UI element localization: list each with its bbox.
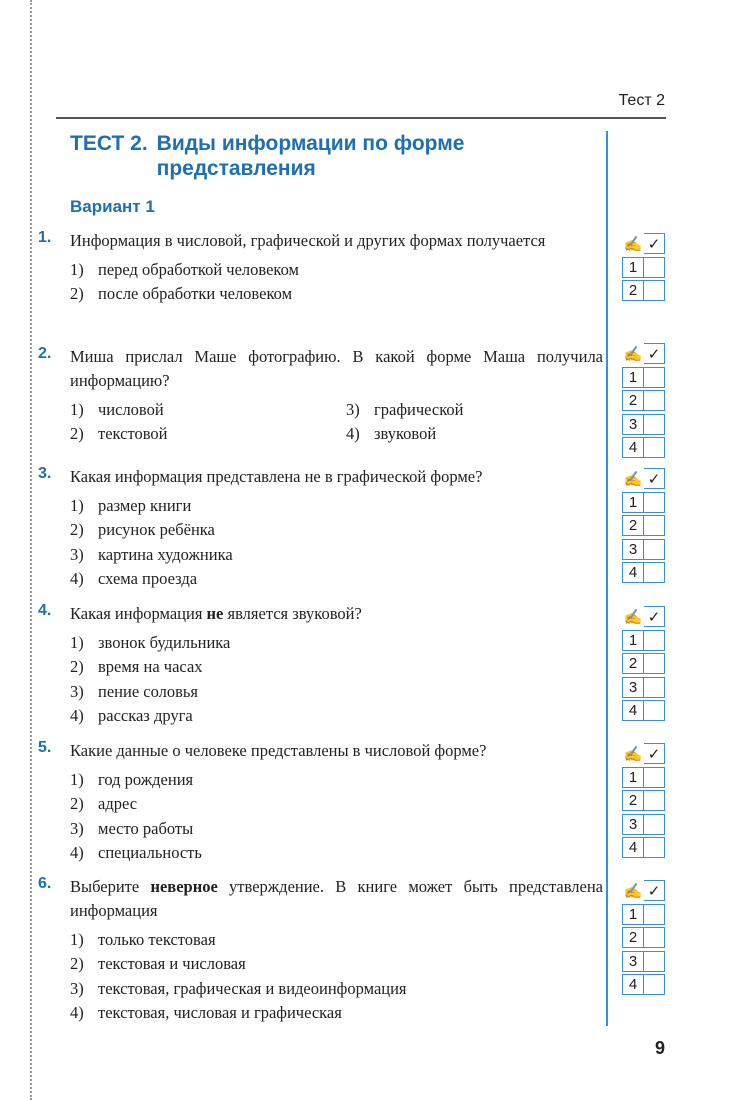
answer-box[interactable] <box>644 974 665 995</box>
answer-number: 1 <box>622 367 644 388</box>
answer-box[interactable] <box>644 677 665 698</box>
answer-number: 2 <box>622 390 644 411</box>
pencil-icon: ✍ <box>623 345 643 363</box>
check-icon: ✓ <box>644 343 665 364</box>
option: 3) место работы <box>70 818 194 838</box>
option: 3) графической <box>346 400 464 419</box>
answer-box[interactable] <box>644 280 665 301</box>
question-text: Какая информация представлена не в графической форме? <box>70 467 483 486</box>
options <box>70 631 603 728</box>
answer-number: 1 <box>622 904 644 925</box>
answer-box[interactable] <box>644 539 665 560</box>
answer-number: 4 <box>622 562 644 583</box>
page-number: 9 <box>654 1038 665 1058</box>
option: 2) рисунок ребёнка <box>70 520 215 540</box>
pencil-icon: ✍ <box>623 608 643 626</box>
question-number: 2. <box>38 345 52 362</box>
variant-heading: Вариант 1 <box>70 197 155 216</box>
question-text: Какие данные о человеке представлены в числовой форме? <box>70 741 487 760</box>
answer-box[interactable] <box>644 390 665 411</box>
answer-number: 3 <box>622 539 644 560</box>
question-number: 6. <box>38 875 52 892</box>
answer-grid-6 <box>622 880 665 998</box>
header-rule <box>56 117 666 119</box>
option: 1) только текстовая <box>70 930 216 949</box>
question-text: Информация в числовой, графической и других формах получается <box>70 231 546 250</box>
running-head: Тест 2 <box>618 92 665 109</box>
answer-grid-3 <box>622 468 665 586</box>
answer-number: 2 <box>622 790 644 811</box>
answer-box[interactable] <box>644 653 665 674</box>
answer-grid-2 <box>622 343 665 461</box>
option: 2) адрес <box>70 794 138 814</box>
answer-box[interactable] <box>644 767 665 788</box>
question-number: 5. <box>38 739 52 756</box>
option: 2) текстовой <box>70 424 168 444</box>
option: 1) размер книги <box>70 496 192 515</box>
question-number: 1. <box>38 229 52 246</box>
answer-number: 4 <box>622 437 644 458</box>
cut-line <box>30 0 32 1100</box>
question-3 <box>38 465 603 591</box>
options <box>70 258 603 307</box>
question-4 <box>38 602 603 728</box>
question-2 <box>38 345 603 447</box>
answer-box[interactable] <box>644 367 665 388</box>
option: 4) звуковой <box>346 424 437 444</box>
answer-box[interactable] <box>644 437 665 458</box>
question-1 <box>38 229 603 307</box>
pencil-icon: ✍ <box>623 235 643 253</box>
option: 2) время на часах <box>70 657 203 677</box>
answer-box[interactable] <box>644 562 665 583</box>
answer-number: 2 <box>622 653 644 674</box>
options <box>70 494 603 591</box>
answer-number: 1 <box>622 767 644 788</box>
test-title-text: Виды информации по форме представления <box>156 132 465 180</box>
answer-column-rule <box>606 131 608 1026</box>
question-text: Выберите неверное утверждение. В книге может быть представлена информация <box>70 877 603 920</box>
answer-number: 3 <box>622 951 644 972</box>
answer-number: 4 <box>622 837 644 858</box>
question-text: Миша прислал Маше фотографию. В какой форме Маша получила информацию? <box>70 347 603 390</box>
answer-box[interactable] <box>644 904 665 925</box>
answer-box[interactable] <box>644 927 665 948</box>
answer-box[interactable] <box>644 837 665 858</box>
answer-box[interactable] <box>644 257 665 278</box>
answer-number: 1 <box>622 630 644 651</box>
option: 1) перед обработкой человеком <box>70 260 299 279</box>
test-title <box>70 131 464 181</box>
options <box>70 398 603 447</box>
question-number: 3. <box>38 465 52 482</box>
option: 3) картина художника <box>70 544 233 564</box>
option: 1) звонок будильника <box>70 633 231 652</box>
options <box>70 768 603 865</box>
option: 3) пение соловья <box>70 681 199 701</box>
answer-box[interactable] <box>644 951 665 972</box>
answer-number: 4 <box>622 700 644 721</box>
answer-box[interactable] <box>644 790 665 811</box>
question-6 <box>38 875 603 1025</box>
answer-box[interactable] <box>644 515 665 536</box>
check-icon: ✓ <box>644 606 665 627</box>
option: 1) год рождения <box>70 770 194 789</box>
answer-number: 2 <box>622 927 644 948</box>
answer-box[interactable] <box>644 492 665 513</box>
option: 4) схема проезда <box>70 568 198 588</box>
answer-grid-4 <box>622 606 665 724</box>
answer-grid-5 <box>622 743 665 861</box>
answer-number: 3 <box>622 814 644 835</box>
answer-box[interactable] <box>644 814 665 835</box>
options <box>70 928 603 1025</box>
pencil-icon: ✍ <box>623 470 643 488</box>
option: 1) числовой <box>70 400 164 419</box>
question-5 <box>38 739 603 865</box>
answer-number: 4 <box>622 974 644 995</box>
answer-number: 2 <box>622 515 644 536</box>
check-icon: ✓ <box>644 880 665 901</box>
answer-box[interactable] <box>644 414 665 435</box>
option: 2) после обработки человеком <box>70 284 293 304</box>
pencil-icon: ✍ <box>623 882 643 900</box>
test-number: ТЕСТ 2. <box>70 132 148 155</box>
question-text: Какая информация не является звуковой? <box>70 604 362 623</box>
option: 4) рассказ друга <box>70 705 193 725</box>
answer-number: 2 <box>622 280 644 301</box>
option: 4) специальность <box>70 842 202 862</box>
answer-grid-1 <box>622 233 665 304</box>
question-number: 4. <box>38 602 52 619</box>
option: 3) текстовая, графическая и видеоинформация <box>70 978 407 998</box>
option: 4) текстовая, числовая и графическая <box>70 1002 342 1022</box>
answer-box[interactable] <box>644 630 665 651</box>
answer-number: 3 <box>622 677 644 698</box>
option: 2) текстовая и числовая <box>70 954 246 974</box>
check-icon: ✓ <box>644 233 665 254</box>
check-icon: ✓ <box>644 468 665 489</box>
answer-number: 3 <box>622 414 644 435</box>
answer-number: 1 <box>622 257 644 278</box>
answer-number: 1 <box>622 492 644 513</box>
pencil-icon: ✍ <box>623 745 643 763</box>
answer-box[interactable] <box>644 700 665 721</box>
check-icon: ✓ <box>644 743 665 764</box>
